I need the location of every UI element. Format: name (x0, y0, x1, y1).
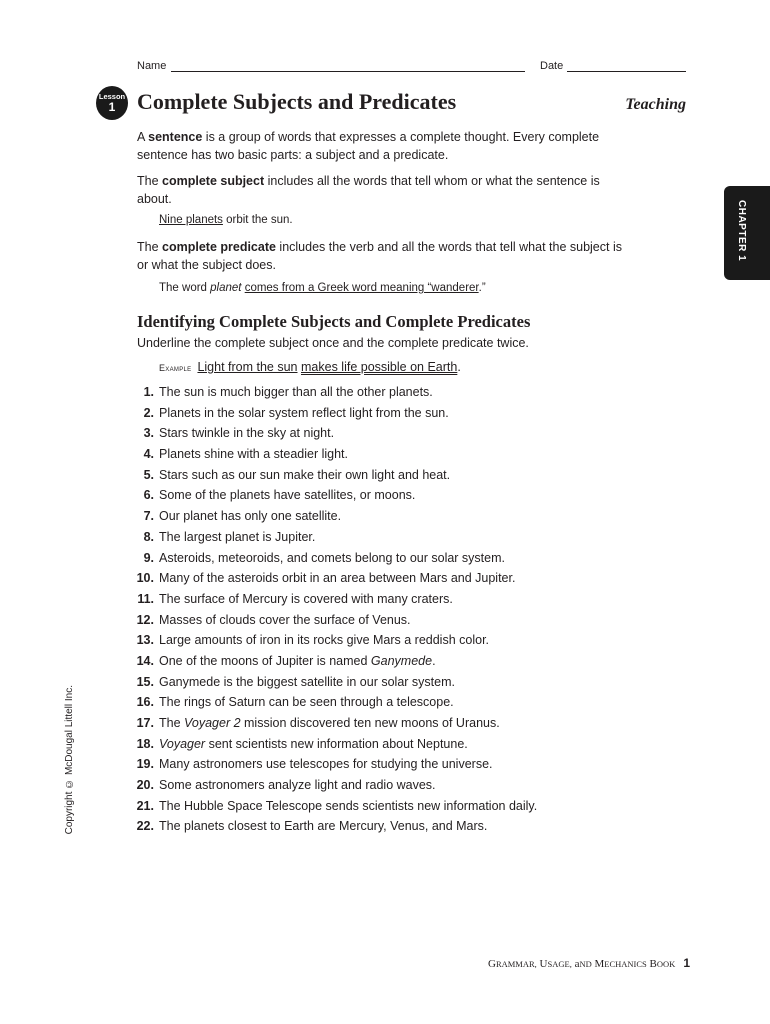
exercise-item-number: 22. (136, 819, 154, 834)
exercise-item-sentence[interactable]: The planets closest to Earth are Mercury, Venus, and Mars. (159, 819, 488, 834)
exercise-item-sentence[interactable]: Planets shine with a steadier light. (159, 447, 348, 462)
exercise-item-sentence[interactable]: Asteroids, meteoroids, and comets belong to our solar system. (159, 550, 505, 565)
exercise-item-number: 11. (137, 591, 154, 606)
page-footer (488, 956, 690, 970)
predicate-example-underlined: comes from a Greek word meaning “wanderer (244, 282, 479, 294)
exercise-item (120, 675, 537, 696)
exercise-item-number: 16. (136, 695, 154, 710)
exercise-item-number: 1. (143, 385, 154, 399)
exercise-items (120, 385, 537, 840)
exercise-item (120, 613, 537, 634)
exercise-item-sentence[interactable]: The largest planet is Jupiter. (159, 529, 316, 544)
subject-example-underlined: Nine planets (159, 214, 223, 226)
exercise-item (120, 406, 537, 427)
exercise-item-sentence[interactable]: Some of the planets have satellites, or moons. (159, 488, 416, 503)
exercise-item-sentence[interactable]: Masses of clouds cover the surface of Venus. (159, 612, 411, 627)
exercise-item-number: 13. (136, 633, 154, 648)
date-label: Date (540, 60, 564, 72)
exercise-item-number: 15. (136, 674, 154, 689)
exercise-title: Identifying Complete Subjects and Complete Predicates (137, 312, 531, 331)
exercise-item (120, 819, 537, 840)
exercise-item-sentence[interactable]: Many of the asteroids orbit in an area between Mars and Jupiter. (159, 571, 516, 586)
exercise-item (120, 468, 537, 489)
exercise-item-number: 17. (136, 716, 154, 730)
exercise-item (120, 592, 537, 613)
exercise-item (120, 633, 537, 654)
exercise-item (120, 551, 537, 572)
exercise-item-sentence[interactable]: Ganymede is the biggest satellite in our solar system. (159, 674, 455, 689)
intro-paragraph-sentence: A sentence is a group of words that expresses a complete thought. Every complete sentence has two basic parts: a subject and a predicate. (137, 130, 600, 162)
subject-example: Nine planets orbit the sun. (159, 214, 293, 226)
exercise-item-number: 6. (143, 488, 154, 503)
exercise-item-number: 18. (136, 736, 154, 751)
exercise-item (120, 385, 537, 406)
exercise-item-sentence[interactable]: Our planet has only one satellite. (159, 509, 342, 524)
exercise-item (120, 571, 537, 592)
exercise-item (120, 778, 537, 799)
exercise-item-number: 10. (136, 571, 154, 586)
exercise-item-sentence[interactable]: One of the moons of Jupiter is named Ganymede. (159, 653, 436, 668)
page-number: 1 (683, 956, 690, 970)
exercise-item-sentence[interactable]: Planets in the solar system reflect light from the sun. (159, 405, 449, 420)
exercise-item-sentence[interactable]: The sun is much bigger than all the other planets. (159, 385, 433, 399)
exercise-item-sentence[interactable]: Stars such as our sun make their own light and heat. (159, 467, 451, 482)
exercise-instructions: Underline the complete subject once and the complete predicate twice. (137, 336, 529, 350)
footer-book-title: GRAMMAR, USAGE, aND MECHANICS BOOK (487, 958, 676, 970)
chapter-tab-label: CHAPTER 1 (736, 200, 747, 262)
example-subject: Light from the sun (197, 360, 298, 374)
exercise-item-number: 2. (143, 405, 154, 420)
exercise-item (120, 695, 537, 716)
exercise-item (120, 737, 537, 758)
term-complete-predicate: complete predicate (162, 240, 276, 254)
predicate-example: The word planet comes from a Greek word meaning “wanderer.” (159, 282, 486, 294)
exercise-item-number: 12. (136, 612, 154, 627)
exercise-item-sentence[interactable]: The Hubble Space Telescope sends scientists new information daily. (159, 798, 538, 813)
exercise-item (120, 757, 537, 778)
exercise-item (120, 488, 537, 509)
exercise-example: Example Light from the sun makes life possible on Earth. (159, 360, 461, 374)
exercise-item-sentence[interactable]: Voyager sent scientists new information about Neptune. (159, 736, 468, 751)
lesson-badge-number: 1 (108, 100, 116, 114)
exercise-item (120, 426, 537, 447)
exercise-item-number: 20. (136, 778, 154, 793)
lesson-badge-word: Lesson (98, 92, 126, 101)
example-predicate: makes life possible on Earth (301, 360, 458, 374)
date-field-line[interactable] (567, 71, 686, 72)
copyright-notice: Copyright © McDougal Littell Inc. (64, 685, 75, 835)
lesson-badge (96, 86, 128, 120)
exercise-item (120, 447, 537, 468)
example-label: Example (159, 363, 192, 373)
exercise-item (120, 654, 537, 675)
exercise-item-number: 19. (136, 757, 154, 772)
lesson-title: Complete Subjects and Predicates (137, 89, 457, 114)
exercise-item-sentence[interactable]: Some astronomers analyze light and radio waves. (159, 778, 436, 793)
chapter-tab (724, 186, 770, 280)
term-complete-subject: complete subject (162, 174, 265, 188)
exercise-item (120, 509, 537, 530)
exercise-item (120, 716, 537, 737)
name-label: Name (137, 60, 167, 72)
exercise-item-sentence[interactable]: Many astronomers use telescopes for studying the universe. (159, 757, 493, 772)
exercise-item-sentence[interactable]: Stars twinkle in the sky at night. (159, 426, 335, 441)
exercise-item (120, 530, 537, 551)
lesson-category: Teaching (625, 96, 686, 113)
exercise-item-number: 8. (143, 529, 154, 544)
exercise-item-sentence[interactable]: The surface of Mercury is covered with many craters. (159, 591, 453, 606)
exercise-item-number: 3. (143, 426, 154, 441)
term-sentence: sentence (148, 130, 203, 144)
exercise-item-sentence[interactable]: Large amounts of iron in its rocks give Mars a reddish color. (159, 633, 490, 648)
exercise-item (120, 799, 537, 820)
exercise-item-number: 4. (143, 447, 154, 462)
exercise-item-sentence[interactable]: The Voyager 2 mission discovered ten new moons of Uranus. (159, 716, 500, 730)
exercise-item-number: 14. (136, 653, 154, 668)
intro-paragraph-subject: The complete subject includes all the words that tell whom or what the sentence is about. (137, 174, 600, 206)
exercise-item-number: 21. (136, 798, 154, 813)
exercise-item-sentence[interactable]: The rings of Saturn can be seen through a telescope. (159, 695, 454, 710)
name-field-line[interactable] (171, 71, 525, 72)
exercise-item-number: 5. (143, 467, 154, 482)
exercise-item-number: 9. (143, 550, 154, 565)
exercise-item-number: 7. (143, 509, 154, 524)
intro-paragraph-predicate: The complete predicate includes the verb and all the words that tell what the subject is or what the subject does. (137, 240, 622, 272)
